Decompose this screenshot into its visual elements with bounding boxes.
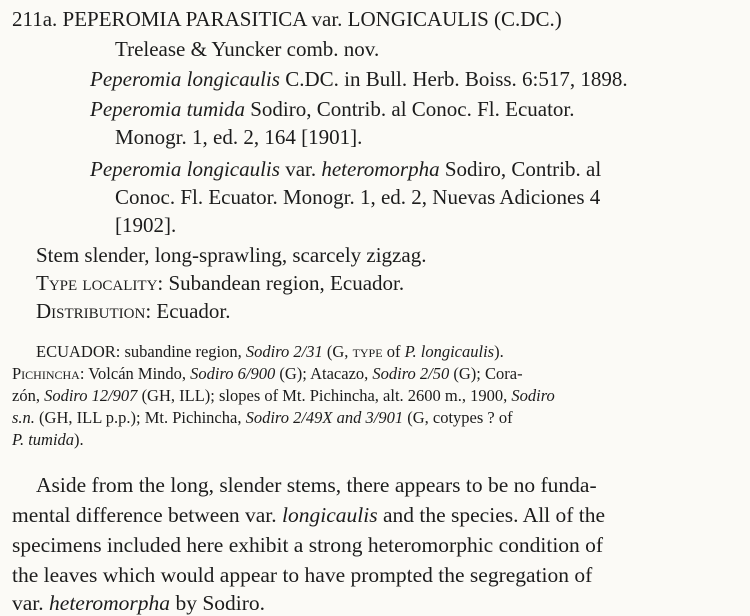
synonym-citation: C.DC. in Bull. Herb. Boiss. 6:517, 1898. bbox=[279, 67, 628, 91]
synonym-2 bbox=[90, 96, 750, 122]
type-locality-value: Subandean region, Ecuador. bbox=[163, 271, 405, 295]
synonym-3: Peperomia longicaulis var. heteromorpha Sodiro, Contrib. al bbox=[90, 157, 602, 181]
type-locality bbox=[36, 270, 750, 296]
stem-description: Stem slender, long-sprawling, scarcely zigzag. bbox=[36, 243, 427, 267]
synonym-citation: Sodiro, Contrib. al bbox=[439, 157, 602, 181]
distribution bbox=[36, 298, 750, 324]
synonym-3-cont: Conoc. Fl. Ecuator. Monogr. 1, ed. 2, Nuevas Adiciones 4 bbox=[115, 185, 601, 209]
discussion-line-5: var. heteromorpha by Sodiro. bbox=[12, 591, 266, 615]
discussion-line-3: specimens included here exhibit a strong heteromorphic condition of bbox=[12, 533, 604, 557]
discussion-line-1: Aside from the long, slender stems, there appears to be no funda- bbox=[36, 473, 597, 497]
distribution-label: Distribution: bbox=[36, 299, 152, 323]
specimen-line-5: P. tumida). bbox=[12, 430, 84, 449]
synonym-citation: Sodiro, Contrib. al Conoc. Fl. Ecuator. bbox=[244, 97, 575, 121]
synonym-name: Peperomia longicaulis bbox=[90, 67, 280, 91]
synonym-name: Peperomia longicaulis bbox=[90, 157, 280, 181]
species-authors: Trelease & Yuncker comb. nov. bbox=[115, 37, 380, 61]
type-locality-label: Type locality: bbox=[36, 271, 164, 295]
specimen-line-1: ECUADOR: subandine region, Sodiro 2/31 (G, type of P. longicaulis). bbox=[36, 342, 504, 361]
discussion-line-4: the leaves which would appear to have prompted the segregation of bbox=[12, 563, 593, 587]
synonym-name: Peperomia tumida bbox=[90, 97, 245, 121]
synonym-2-cont: Monogr. 1, ed. 2, 164 [1901]. bbox=[115, 125, 363, 149]
synonym-3-cont2: [1902]. bbox=[115, 213, 177, 237]
specimen-line-4: s.n. (GH, ILL p.p.); Mt. Pichincha, Sodiro 2/49X and 3/901 (G, cotypes ? of bbox=[12, 408, 513, 427]
variety-name: heteromorpha bbox=[321, 157, 440, 181]
discussion-line-2: mental difference between var. longicaulis and the species. All of the bbox=[12, 503, 606, 527]
specimen-line-2: Pichincha: Volcán Mindo, Sodiro 6/900 (G); Atacazo, Sodiro 2/50 (G); Cora- bbox=[12, 364, 523, 383]
distribution-value: Ecuador. bbox=[151, 299, 231, 323]
synonym-1 bbox=[90, 66, 750, 92]
species-name: PEPEROMIA PARASITICA var. LONGICAULIS (C.DC.) bbox=[62, 7, 562, 31]
specimen-line-3: zón, Sodiro 12/907 (GH, ILL); slopes of Mt. Pichincha, alt. 2600 m., 1900, Sodiro bbox=[12, 386, 555, 405]
species-heading bbox=[12, 6, 750, 32]
species-number: 211a. bbox=[12, 7, 58, 31]
